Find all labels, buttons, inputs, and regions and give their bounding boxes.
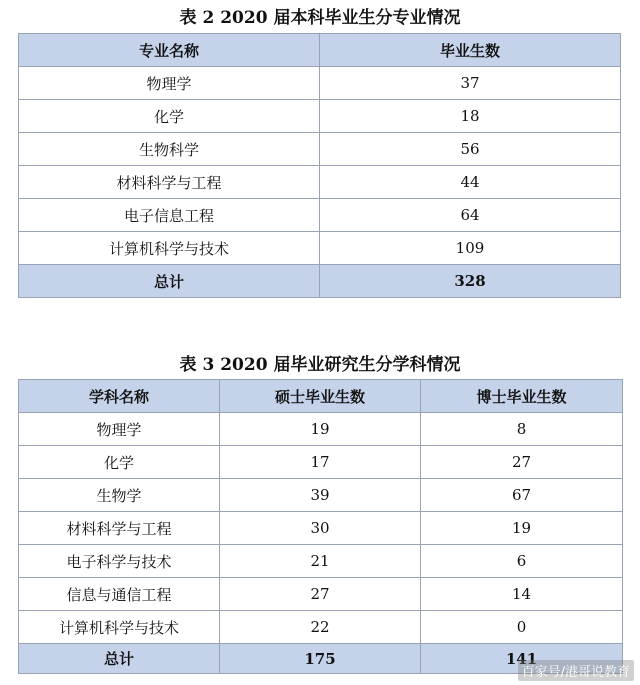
postgraduate-graduates-table [18, 379, 623, 674]
cell-doctoral: 8 [421, 413, 623, 446]
table-3-caption: 表 3 2020 届毕业研究生分学科情况 [179, 355, 461, 375]
table-row [19, 512, 623, 545]
cell-major: 化学 [19, 100, 320, 133]
column-header-masters: 硕士毕业生数 [220, 380, 421, 413]
watermark: 百家号/港哥说教育 [518, 660, 634, 681]
cell-doctoral: 27 [421, 446, 623, 479]
cell-major: 物理学 [19, 67, 320, 100]
cell-major: 电子信息工程 [19, 199, 320, 232]
cell-count: 64 [320, 199, 621, 232]
undergraduate-graduates-table [18, 33, 621, 298]
cell-doctoral: 14 [421, 578, 623, 611]
cell-masters: 39 [220, 479, 421, 512]
table-row [19, 100, 621, 133]
table-row [19, 446, 623, 479]
cell-count: 37 [320, 67, 621, 100]
table-row [19, 413, 623, 446]
cell-doctoral: 19 [421, 512, 623, 545]
total-count: 328 [320, 265, 621, 298]
cell-doctoral: 67 [421, 479, 623, 512]
cell-count: 109 [320, 232, 621, 265]
total-label: 总计 [19, 644, 220, 674]
table-row [19, 133, 621, 166]
table-row [19, 199, 621, 232]
cell-masters: 27 [220, 578, 421, 611]
table-row [19, 611, 623, 644]
table-row [19, 545, 623, 578]
total-doctoral: 141 [421, 644, 623, 674]
cell-discipline: 信息与通信工程 [19, 578, 220, 611]
table-2-caption: 表 2 2020 届本科毕业生分专业情况 [179, 8, 461, 28]
cell-masters: 22 [220, 611, 421, 644]
column-header-major: 专业名称 [19, 34, 320, 67]
cell-count: 44 [320, 166, 621, 199]
cell-masters: 17 [220, 446, 421, 479]
cell-discipline: 计算机科学与技术 [19, 611, 220, 644]
cell-doctoral: 0 [421, 611, 623, 644]
cell-masters: 21 [220, 545, 421, 578]
total-row [19, 265, 621, 298]
cell-discipline: 生物学 [19, 479, 220, 512]
cell-discipline: 化学 [19, 446, 220, 479]
table-header-row [19, 34, 621, 67]
column-header-discipline: 学科名称 [19, 380, 220, 413]
cell-major: 生物科学 [19, 133, 320, 166]
table-row [19, 479, 623, 512]
table-row [19, 232, 621, 265]
cell-masters: 19 [220, 413, 421, 446]
cell-major: 计算机科学与技术 [19, 232, 320, 265]
cell-discipline: 物理学 [19, 413, 220, 446]
cell-discipline: 电子科学与技术 [19, 545, 220, 578]
table-row [19, 67, 621, 100]
table-row [19, 166, 621, 199]
table-row [19, 578, 623, 611]
cell-count: 18 [320, 100, 621, 133]
table-header-row [19, 380, 623, 413]
total-label: 总计 [19, 265, 320, 298]
total-masters: 175 [220, 644, 421, 674]
column-header-doctoral: 博士毕业生数 [421, 380, 623, 413]
column-header-graduates: 毕业生数 [320, 34, 621, 67]
cell-count: 56 [320, 133, 621, 166]
cell-major: 材料科学与工程 [19, 166, 320, 199]
cell-masters: 30 [220, 512, 421, 545]
cell-discipline: 材料科学与工程 [19, 512, 220, 545]
cell-doctoral: 6 [421, 545, 623, 578]
